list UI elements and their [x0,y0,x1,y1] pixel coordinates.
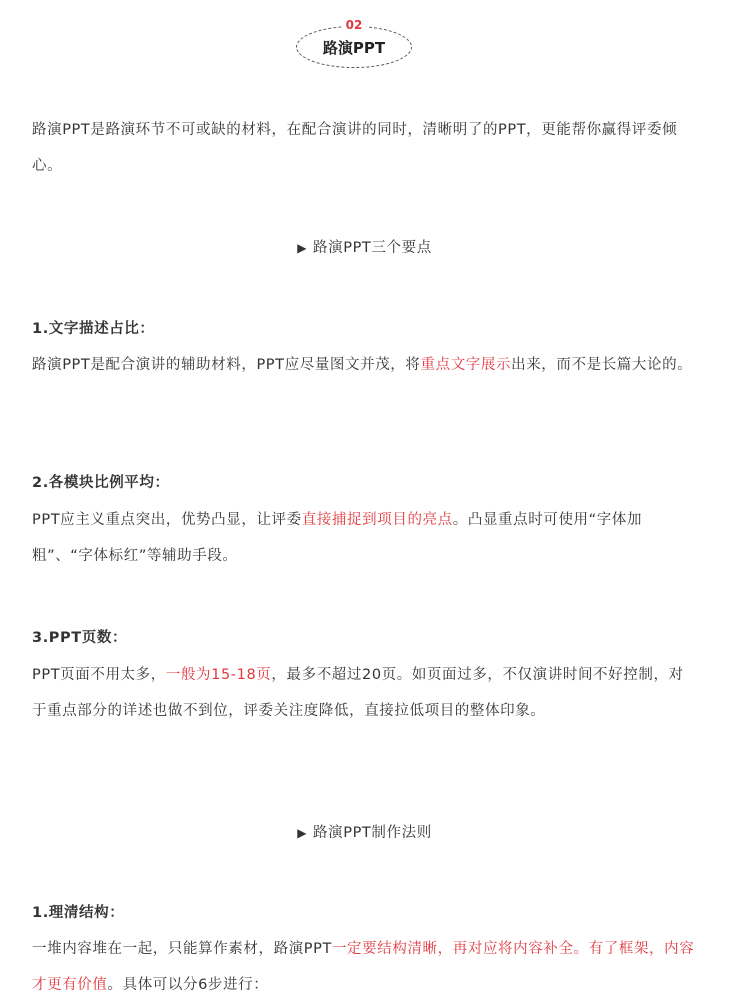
intro-paragraph: 路演PPT是路演环节不可或缺的材料，在配合演讲的同时，清晰明了的PPT，更能帮你赢得评委倾心。 [32,122,678,174]
text-span: 路演PPT是配合演讲的辅助材料，PPT应尽量图文并茂，将 [32,357,421,373]
point2-paragraph [32,502,697,574]
text-span: PPT应主义重点突出，优势凸显，让评委 [32,512,302,528]
point3-paragraph [32,657,697,729]
highlight-text: 有了框架，内容才更有价值 [32,941,695,993]
section-title-text: 路演PPT制作法则 [313,825,432,841]
play-triangle-icon: ▶ [297,241,308,255]
section-title-text: 路演PPT三个要点 [313,240,432,256]
point1-heading: 1.文字描述占比： [32,321,155,337]
rule1-heading: 1.理清结构： [32,905,125,921]
badge-number: 02 [342,18,367,32]
section-title-rules [0,821,729,842]
highlight-text: 一定要结构清晰，再对应将内容补全。 [331,941,589,957]
section-badge [296,18,412,68]
text-span: 。具体可以分6步进行： [107,977,269,993]
text-span: 出来，而不是长篇大论的。 [511,357,693,373]
text-span: PPT页面不用太多， [32,667,166,683]
highlight-text: 一般为15-18页 [165,667,272,683]
text-span: 一堆内容堆在一起，只能算作素材，路演PPT [32,941,332,957]
badge-title: 路演PPT [322,38,386,57]
point2-heading: 2.各模块比例平均： [32,475,170,491]
rule1-paragraph [32,931,697,1003]
point3-heading: 3.PPT页数： [32,630,128,646]
point1-paragraph [32,347,697,383]
highlight-text: 重点文字展示 [420,357,512,373]
section-title-key-points [0,236,729,257]
highlight-text: 直接捕捉到项目的亮点 [301,512,453,528]
text-span: ，最多不超过20页。如页面过多，不仅演讲时间不好控制，对于重点部分的详述也做不到位，评委关注度降低，直接拉低项目的整体印象。 [32,667,684,719]
text-span: 。凸显重点时可使用“字体加粗”、“字体标红”等辅助手段。 [32,512,643,564]
play-triangle-icon: ▶ [297,826,308,840]
